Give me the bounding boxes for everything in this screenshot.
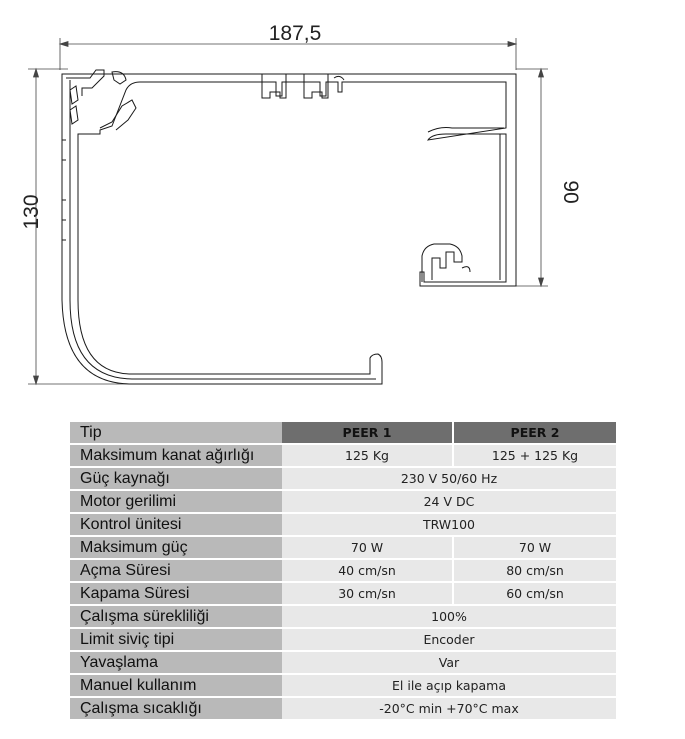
row-label: Kapama Süresi (70, 582, 282, 605)
table-row (70, 490, 616, 513)
header-peer2: PEER 2 (453, 422, 616, 444)
row-label: Limit siviç tipi (70, 628, 282, 651)
row-label: Maksimum kanat ağırlığı (70, 444, 282, 467)
row-value: TRW100 (282, 513, 616, 536)
row-label: Yavaşlama (70, 651, 282, 674)
row-value: Var (282, 651, 616, 674)
row-value-peer2: 60 cm/sn (453, 582, 616, 605)
row-value-peer1: 70 W (282, 536, 453, 559)
spec-table (70, 422, 616, 721)
row-value-peer2: 70 W (453, 536, 616, 559)
left-height-dimension-label: 130 (20, 194, 43, 230)
row-value-peer1: 125 Kg (282, 444, 453, 467)
row-label: Güç kaynağı (70, 467, 282, 490)
row-label: Çalışma sıcaklığı (70, 697, 282, 720)
row-value: -20°C min +70°C max (282, 697, 616, 720)
table-row (70, 536, 616, 559)
row-label: Kontrol ünitesi (70, 513, 282, 536)
table-row (70, 628, 616, 651)
width-dimension-label: 187,5 (268, 22, 322, 45)
table-row (70, 582, 616, 605)
table-row (70, 444, 616, 467)
right-height-dimension (516, 69, 548, 286)
right-height-dimension-label: 90 (559, 180, 582, 204)
row-value: Encoder (282, 628, 616, 651)
row-value: 24 V DC (282, 490, 616, 513)
header-label: Tip (70, 422, 282, 444)
header-peer1: PEER 1 (282, 422, 453, 444)
table-row (70, 605, 616, 628)
row-label: Manuel kullanım (70, 674, 282, 697)
table-row (70, 674, 616, 697)
table-row (70, 651, 616, 674)
table-row (70, 559, 616, 582)
row-label: Çalışma sürekliliği (70, 605, 282, 628)
row-value-peer1: 40 cm/sn (282, 559, 453, 582)
row-value-peer2: 80 cm/sn (453, 559, 616, 582)
table-row (70, 467, 616, 490)
table-row (70, 697, 616, 720)
table-row (70, 513, 616, 536)
left-height-dimension (28, 69, 130, 384)
row-value: 100% (282, 605, 616, 628)
row-value: 230 V 50/60 Hz (282, 467, 616, 490)
row-value: El ile açıp kapama (282, 674, 616, 697)
row-label: Motor gerilimi (70, 490, 282, 513)
row-label: Maksimum güç (70, 536, 282, 559)
row-value-peer2: 125 + 125 Kg (453, 444, 616, 467)
table-header-row (70, 422, 616, 444)
row-value-peer1: 30 cm/sn (282, 582, 453, 605)
row-label: Açma Süresi (70, 559, 282, 582)
aluminium-profile (62, 70, 516, 384)
